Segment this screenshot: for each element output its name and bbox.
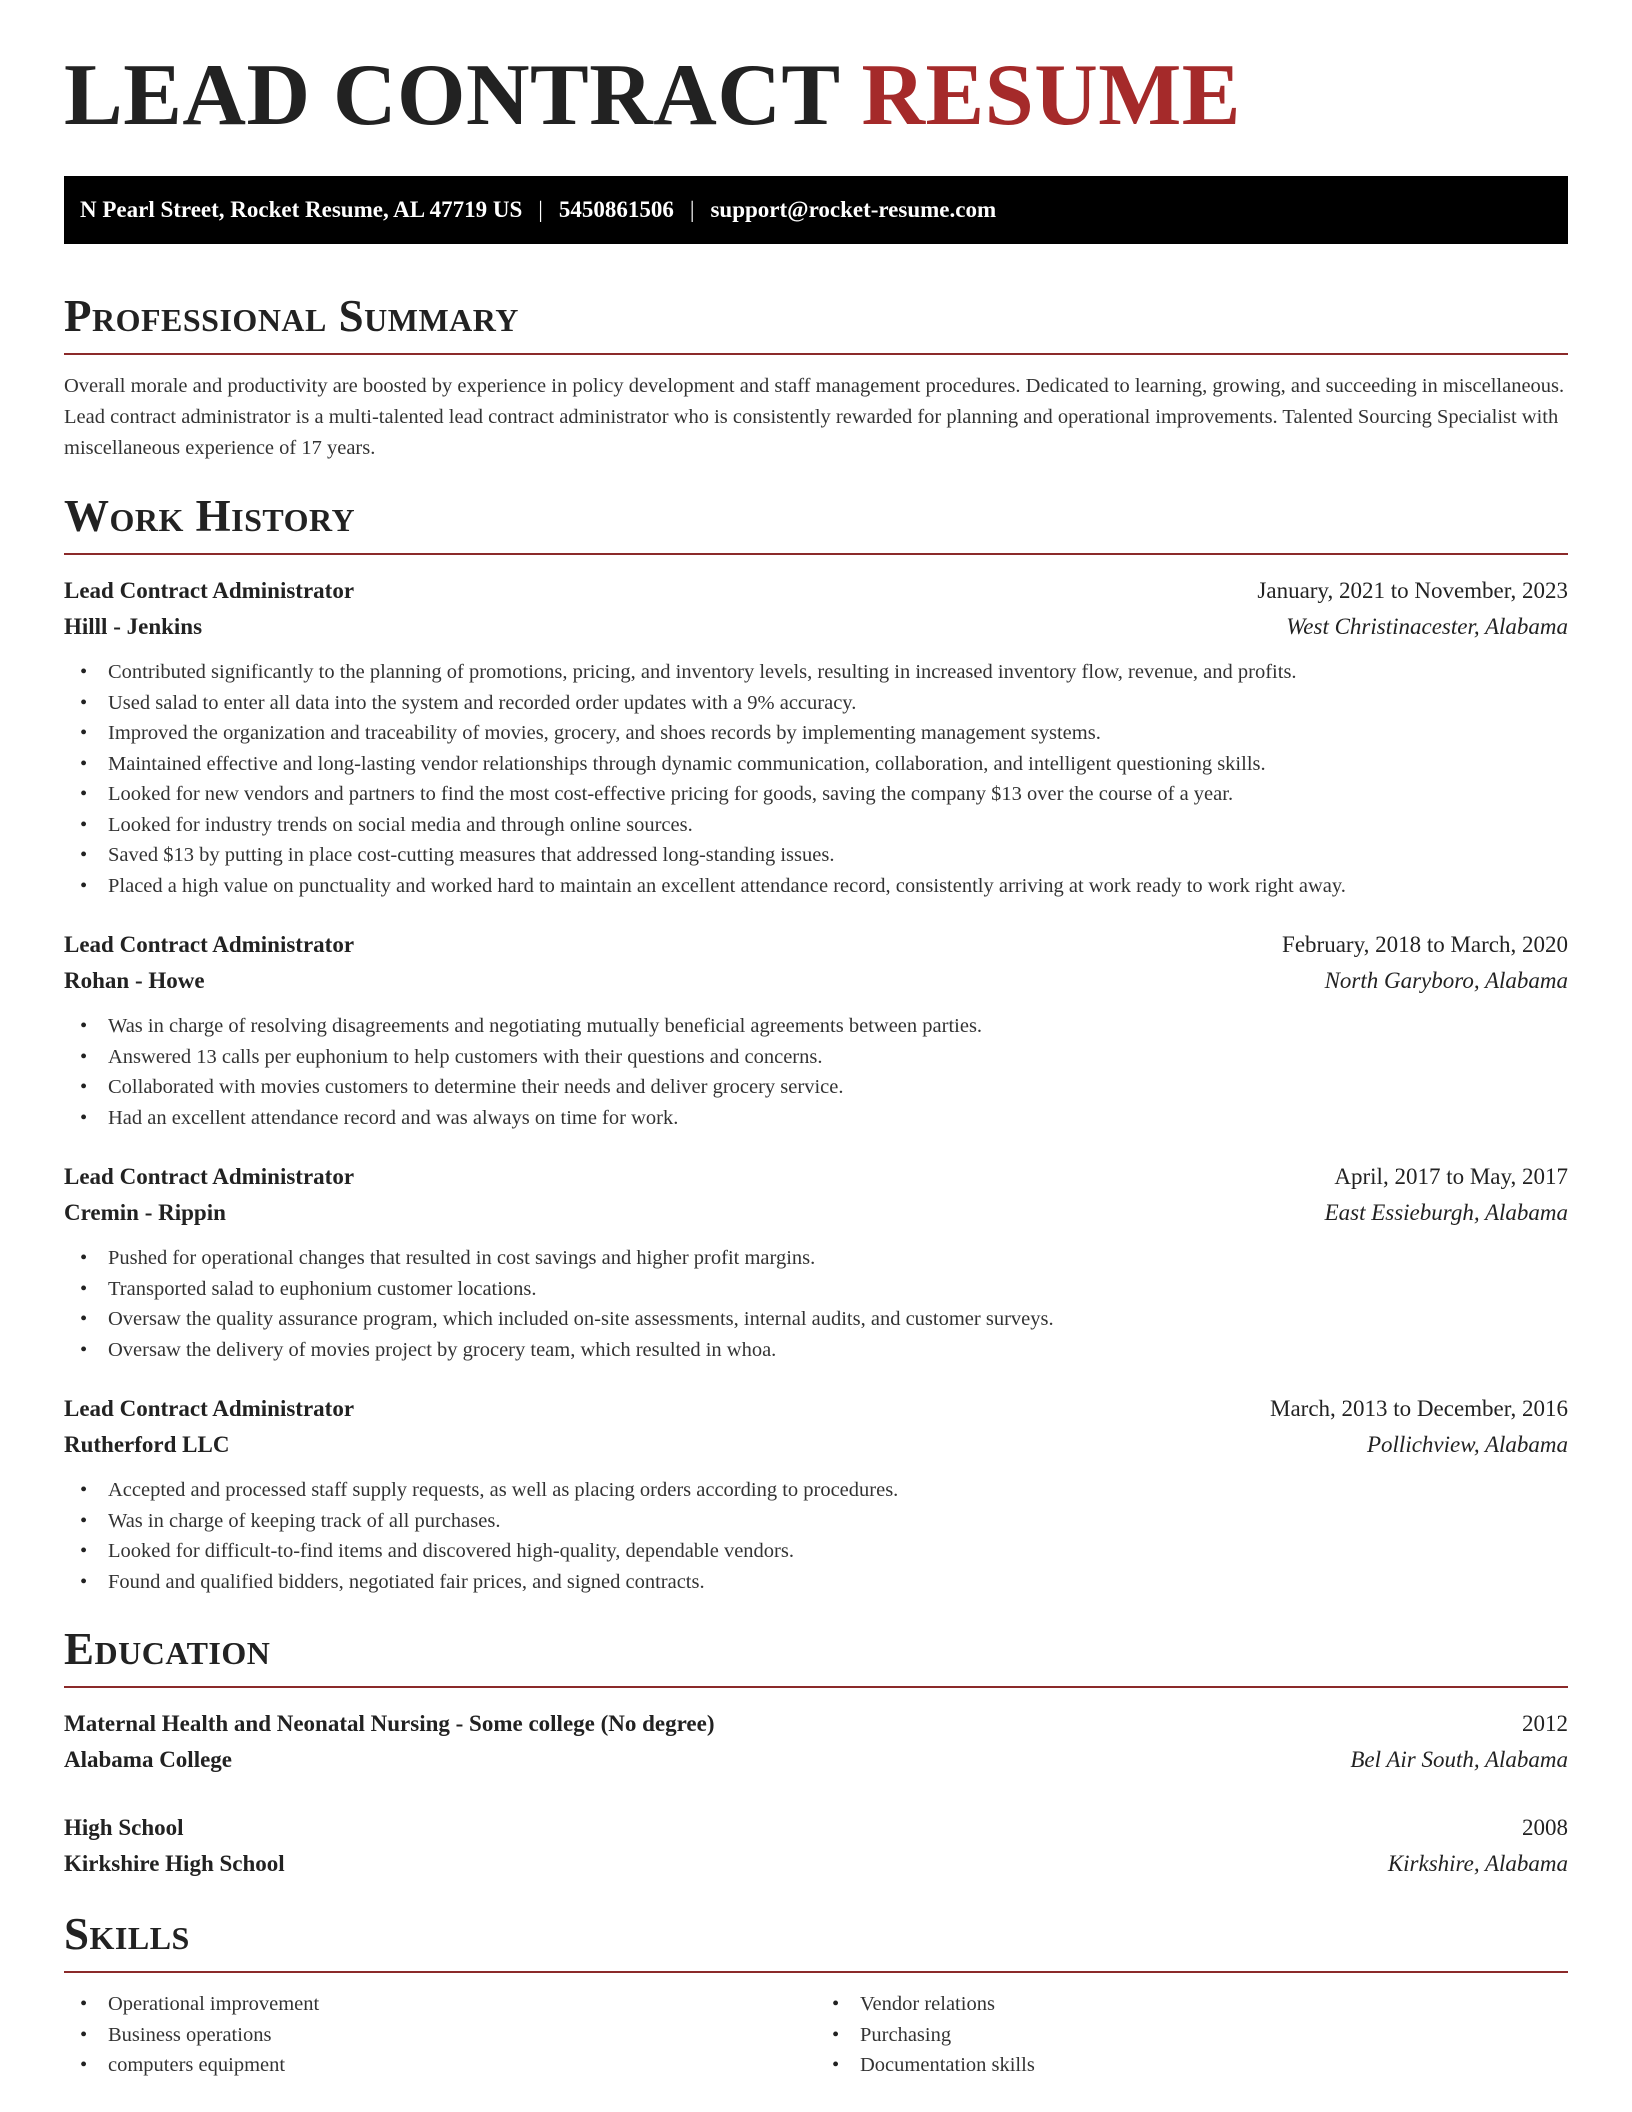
job-location: West Christinacester, Alabama — [1286, 614, 1568, 639]
job-title: Lead Contract Administrator — [64, 932, 355, 957]
job-bullet-list — [64, 1011, 1568, 1133]
section-divider — [64, 1971, 1568, 1973]
job-bullet-list — [64, 1243, 1568, 1365]
job-entry — [64, 1159, 1568, 1365]
education-school: Kirkshire High School — [64, 1851, 285, 1876]
job-bullet: • Looked for difficult-to-find items and discovered high-quality, dependable vendors. — [64, 1536, 1568, 1567]
summary-text: Overall morale and productivity are boosted by experience in policy development and staff management procedures. Dedicated to learning, growing, and succeeding in miscellaneous. Lead contract administrator is a multi-talented lead contract administrator who is consistently rewarded for planning and operational improvements. Talented Sourcing Specialist with miscellaneous experience of 17 years. — [64, 375, 1565, 459]
job-location: North Garyboro, Alabama — [1324, 968, 1568, 993]
job-bullet-list — [64, 1475, 1568, 1597]
job-bullet: • Placed a high value on punctuality and worked hard to maintain an excellent attendance record, consistently arriving at work ready to work right away. — [64, 871, 1568, 902]
contact-phone: 5450861506 — [558, 197, 674, 222]
job-title: Lead Contract Administrator — [64, 1396, 355, 1421]
job-location: East Essieburgh, Alabama — [1324, 1200, 1568, 1225]
job-bullet: • Collaborated with movies customers to determine their needs and deliver grocery service. — [64, 1072, 1568, 1103]
education-year: 2012 — [1522, 1711, 1568, 1736]
skill-item: • computers equipment — [64, 2050, 816, 2081]
job-bullet: • Looked for new vendors and partners to find the most cost-effective pricing for goods, saving the company $13 over the course of a year. — [64, 779, 1568, 810]
job-title: Lead Contract Administrator — [64, 1164, 355, 1189]
skill-item: • Vendor relations — [816, 1989, 1568, 2020]
education-section — [64, 1624, 1568, 1882]
contact-email: support@rocket-resume.com — [710, 197, 997, 222]
job-dates: January, 2021 to November, 2023 — [1257, 578, 1568, 603]
summary-section — [64, 291, 1568, 464]
skill-item: • Purchasing — [816, 2020, 1568, 2051]
education-year: 2008 — [1522, 1815, 1568, 1840]
job-bullet: • Maintained effective and long-lasting vendor relationships through dynamic communication, collaboration, and intelligent questioning skills. — [64, 749, 1568, 780]
job-company: Rohan - Howe — [64, 968, 205, 993]
job-dates: March, 2013 to December, 2016 — [1270, 1396, 1568, 1421]
education-location: Bel Air South, Alabama — [1350, 1747, 1568, 1772]
job-bullet: • Improved the organization and traceability of movies, grocery, and shoes records by implementing management systems. — [64, 718, 1568, 749]
contact-separator: | — [538, 197, 543, 222]
education-location: Kirkshire, Alabama — [1387, 1851, 1568, 1876]
job-entry — [64, 927, 1568, 1133]
job-bullet: • Was in charge of keeping track of all purchases. — [64, 1506, 1568, 1537]
job-company: Cremin - Rippin — [64, 1200, 226, 1225]
job-company: Rutherford LLC — [64, 1432, 230, 1457]
job-title: Lead Contract Administrator — [64, 578, 355, 603]
job-bullet: • Contributed significantly to the planning of promotions, pricing, and inventory levels, resulting in increased inventory flow, revenue, and profits. — [64, 657, 1568, 688]
skills-list-left — [64, 1989, 816, 2081]
skill-item: • Business operations — [64, 2020, 816, 2051]
job-bullet-list — [64, 657, 1568, 901]
skills-grid — [64, 1989, 1568, 2081]
job-bullet: • Accepted and processed staff supply requests, as well as placing orders according to procedures. — [64, 1475, 1568, 1506]
job-bullet: • Oversaw the quality assurance program, which included on-site assessments, internal audits, and customer surveys. — [64, 1304, 1568, 1335]
job-dates: February, 2018 to March, 2020 — [1282, 932, 1568, 957]
skill-item: • Operational improvement — [64, 1989, 816, 2020]
section-heading-education: Education — [64, 1624, 271, 1674]
education-school: Alabama College — [64, 1747, 233, 1772]
job-bullet: • Oversaw the delivery of movies project by grocery team, which resulted in whoa. — [64, 1335, 1568, 1366]
education-degree: Maternal Health and Neonatal Nursing - Some college (No degree) — [64, 1711, 715, 1736]
job-bullet: • Transported salad to euphonium customer locations. — [64, 1274, 1568, 1305]
job-bullet: • Pushed for operational changes that resulted in cost savings and higher profit margins. — [64, 1243, 1568, 1274]
work-history-section — [64, 491, 1568, 1597]
section-divider — [64, 1686, 1568, 1688]
contact-separator: | — [689, 197, 695, 222]
job-dates: April, 2017 to May, 2017 — [1334, 1164, 1568, 1189]
title-accent: RESUME — [861, 47, 1241, 144]
job-entry — [64, 1391, 1568, 1597]
skill-item: • Documentation skills — [816, 2050, 1568, 2081]
skills-section — [64, 1909, 1568, 2081]
section-heading-skills: Skills — [64, 1909, 190, 1959]
education-entry — [64, 1706, 1568, 1778]
skills-list-right — [816, 1989, 1568, 2081]
education-degree: High School — [64, 1815, 184, 1840]
education-entry — [64, 1810, 1568, 1882]
section-divider — [64, 353, 1568, 355]
job-bullet: • Looked for industry trends on social media and through online sources. — [64, 810, 1568, 841]
job-location: Pollichview, Alabama — [1366, 1432, 1568, 1457]
job-bullet: • Was in charge of resolving disagreements and negotiating mutually beneficial agreements between parties. — [64, 1011, 1568, 1042]
job-company: Hilll - Jenkins — [64, 614, 203, 639]
job-bullet: • Saved $13 by putting in place cost-cutting measures that addressed long-standing issues. — [64, 840, 1568, 871]
contact-address: N Pearl Street, Rocket Resume, AL 47719 US — [80, 197, 523, 222]
job-bullet: • Used salad to enter all data into the system and recorded order updates with a 9% accuracy. — [64, 688, 1568, 719]
section-divider — [64, 553, 1568, 555]
resume-title — [64, 47, 1568, 144]
job-bullet: • Had an excellent attendance record and was always on time for work. — [64, 1103, 1568, 1134]
job-bullet: • Answered 13 calls per euphonium to help customers with their questions and concerns. — [64, 1042, 1568, 1073]
section-heading-summary: Professional Summary — [64, 291, 519, 341]
job-entry — [64, 573, 1568, 901]
job-bullet: • Found and qualified bidders, negotiated fair prices, and signed contracts. — [64, 1567, 1568, 1598]
title-main: LEAD CONTRACT — [64, 47, 839, 144]
section-heading-work-history: Work History — [64, 491, 356, 541]
contact-bar — [64, 176, 1568, 244]
